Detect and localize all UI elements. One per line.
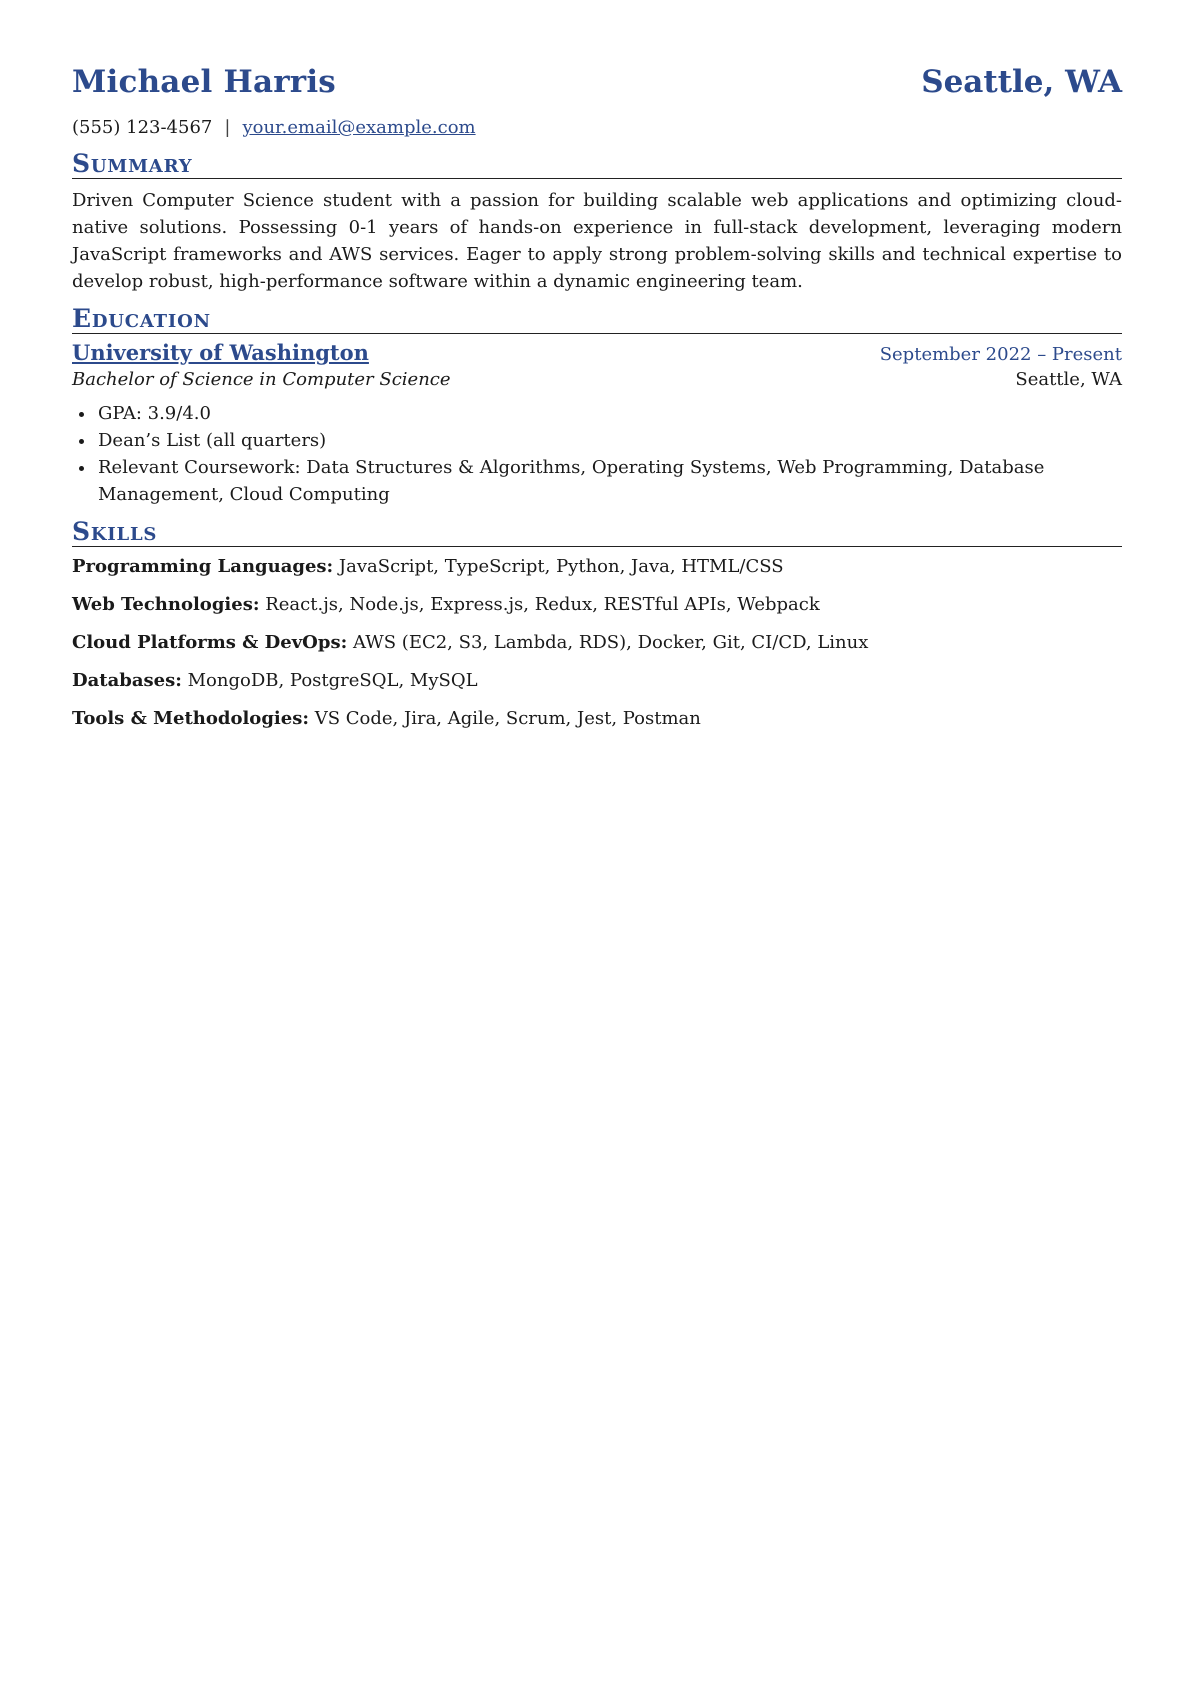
skills-list (72, 555, 1122, 731)
skill-row (72, 593, 1122, 617)
contact-separator: | (224, 117, 231, 138)
skill-label: Databases: (72, 670, 182, 691)
school-location: Seattle, WA (1015, 369, 1122, 390)
summary-heading: Summary (72, 150, 1122, 179)
list-item: • Dean’s List (all quarters) (96, 427, 1122, 454)
skill-row (72, 631, 1122, 655)
contact-line (72, 116, 1122, 140)
skill-label: Tools & Methodologies: (72, 708, 309, 729)
skill-value: VS Code, Jira, Agile, Scrum, Jest, Postman (314, 708, 701, 729)
degree: Bachelor of Science in Computer Science (72, 369, 451, 390)
list-item: • Relevant Coursework: Data Structures & Algorithms, Operating Systems, Web Programming, Database Management, Cloud Computing (96, 454, 1122, 508)
skill-value: MongoDB, PostgreSQL, MySQL (187, 670, 478, 691)
skill-row (72, 555, 1122, 579)
email-link[interactable]: your.email@example.com (242, 117, 476, 138)
skills-section (72, 518, 1122, 731)
candidate-location: Seattle, WA (921, 64, 1122, 100)
summary-section (72, 150, 1122, 295)
education-entry-subheader (72, 369, 1122, 390)
education-section (72, 305, 1122, 508)
skill-label: Cloud Platforms & DevOps: (72, 632, 348, 653)
skill-label: Web Technologies: (72, 594, 260, 615)
education-bullets (72, 400, 1122, 508)
phone-number: (555) 123-4567 (72, 117, 213, 138)
candidate-name: Michael Harris (72, 64, 336, 100)
skill-row (72, 707, 1122, 731)
skills-heading: Skills (72, 518, 1122, 547)
skill-value: React.js, Node.js, Express.js, Redux, RESTful APIs, Webpack (265, 594, 820, 615)
school-link[interactable]: University of Washington (72, 340, 369, 365)
education-entry-header (72, 340, 1122, 365)
list-item: • GPA: 3.9/4.0 (96, 400, 1122, 427)
skill-label: Programming Languages: (72, 556, 334, 577)
skill-value: AWS (EC2, S3, Lambda, RDS), Docker, Git, CI/CD, Linux (352, 632, 869, 653)
summary-text: Driven Computer Science student with a passion for building scalable web applications and optimizing cloud-native solutions. Possessing 0-1 years of hands-on experience in full-stack development, leveraging modern JavaScript frameworks and AWS services. Eager to apply strong problem-solving skills and technical expertise to develop robust, high-performance software within a dynamic engineering team. (72, 190, 1122, 292)
skill-row (72, 669, 1122, 693)
resume-header (72, 64, 1122, 106)
education-heading: Education (72, 305, 1122, 334)
skill-value: JavaScript, TypeScript, Python, Java, HTML/CSS (338, 556, 784, 577)
education-dates: September 2022 – Present (879, 344, 1122, 365)
